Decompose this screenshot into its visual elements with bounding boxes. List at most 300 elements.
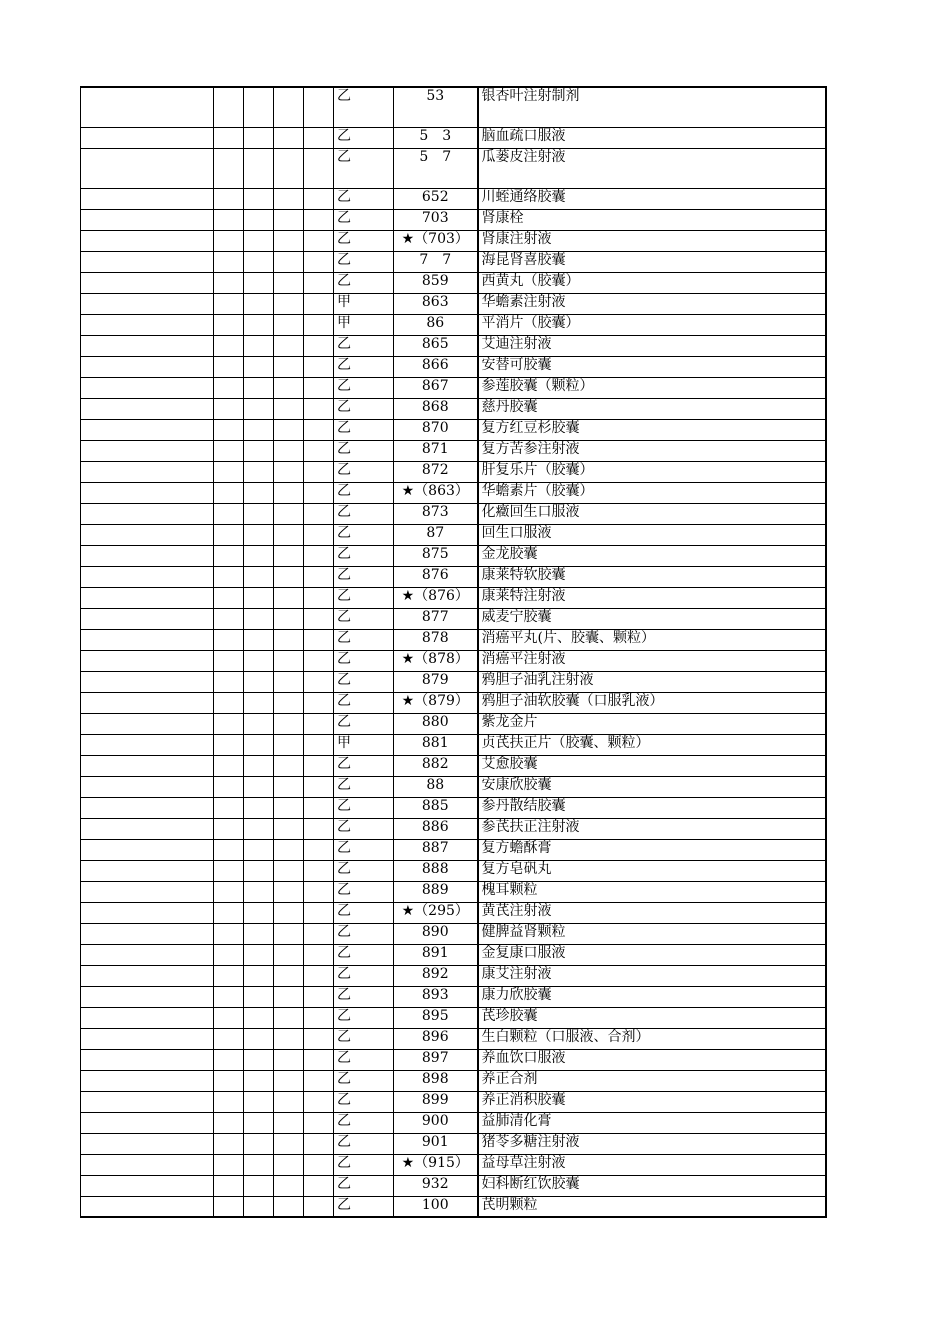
- code-cell: 889: [394, 881, 478, 902]
- code-cell: 863: [394, 293, 478, 314]
- table-row: [81, 776, 826, 797]
- table-row: [81, 1070, 826, 1091]
- blank-cell: [274, 881, 304, 902]
- code-cell: 885: [394, 797, 478, 818]
- name-cell: 肾康注射液: [478, 230, 826, 251]
- name-cell: 复方苦参注射液: [478, 440, 826, 461]
- blank-cell: [81, 965, 214, 986]
- blank-cell: [81, 188, 214, 209]
- blank-cell: [214, 419, 244, 440]
- blank-cell: [214, 566, 244, 587]
- blank-cell: [81, 440, 214, 461]
- grade-cell: 乙: [334, 671, 394, 692]
- blank-cell: [274, 419, 304, 440]
- blank-cell: [244, 566, 274, 587]
- blank-cell: [274, 1007, 304, 1028]
- blank-cell: [81, 1091, 214, 1112]
- blank-cell: [81, 1133, 214, 1154]
- table-row: [81, 650, 826, 671]
- blank-cell: [81, 608, 214, 629]
- blank-cell: [244, 797, 274, 818]
- blank-cell: [244, 1196, 274, 1217]
- code-cell: 901: [394, 1133, 478, 1154]
- blank-cell: [304, 188, 334, 209]
- grade-cell: 乙: [334, 148, 394, 188]
- blank-cell: [304, 776, 334, 797]
- blank-cell: [304, 1049, 334, 1070]
- blank-cell: [244, 503, 274, 524]
- blank-cell: [274, 671, 304, 692]
- blank-cell: [214, 755, 244, 776]
- code-cell: 87: [394, 524, 478, 545]
- blank-cell: [304, 965, 334, 986]
- name-cell: 瓜蒌皮注射液: [478, 148, 826, 188]
- blank-cell: [244, 1091, 274, 1112]
- name-cell: 康艾注射液: [478, 965, 826, 986]
- blank-cell: [304, 377, 334, 398]
- blank-cell: [81, 335, 214, 356]
- table-row: [81, 87, 826, 127]
- grade-cell: 乙: [334, 1154, 394, 1175]
- blank-cell: [304, 1112, 334, 1133]
- blank-cell: [304, 839, 334, 860]
- blank-cell: [214, 734, 244, 755]
- code-cell: ★（863）: [394, 482, 478, 503]
- blank-cell: [244, 860, 274, 881]
- blank-cell: [244, 272, 274, 293]
- blank-cell: [304, 1133, 334, 1154]
- blank-cell: [244, 944, 274, 965]
- blank-cell: [214, 1070, 244, 1091]
- blank-cell: [274, 839, 304, 860]
- blank-cell: [214, 860, 244, 881]
- blank-cell: [304, 272, 334, 293]
- table-row: [81, 293, 826, 314]
- blank-cell: [81, 1175, 214, 1196]
- blank-cell: [304, 419, 334, 440]
- grade-cell: 乙: [334, 608, 394, 629]
- table-row: [81, 755, 826, 776]
- blank-cell: [274, 902, 304, 923]
- blank-cell: [274, 1175, 304, 1196]
- table-row: [81, 335, 826, 356]
- blank-cell: [274, 587, 304, 608]
- blank-cell: [81, 587, 214, 608]
- table-row: [81, 965, 826, 986]
- name-cell: 参莲胶囊（颗粒）: [478, 377, 826, 398]
- blank-cell: [274, 293, 304, 314]
- blank-cell: [274, 127, 304, 148]
- blank-cell: [244, 1049, 274, 1070]
- blank-cell: [244, 839, 274, 860]
- blank-cell: [81, 944, 214, 965]
- blank-cell: [304, 755, 334, 776]
- name-cell: 西黄丸（胶囊）: [478, 272, 826, 293]
- table-row: [81, 629, 826, 650]
- blank-cell: [304, 482, 334, 503]
- blank-cell: [274, 1028, 304, 1049]
- blank-cell: [304, 797, 334, 818]
- blank-cell: [214, 251, 244, 272]
- grade-cell: 乙: [334, 839, 394, 860]
- table-row: [81, 1175, 826, 1196]
- blank-cell: [304, 629, 334, 650]
- grade-cell: 乙: [334, 1070, 394, 1091]
- table-row: [81, 1049, 826, 1070]
- blank-cell: [304, 734, 334, 755]
- blank-cell: [274, 1112, 304, 1133]
- blank-cell: [274, 776, 304, 797]
- blank-cell: [214, 1133, 244, 1154]
- blank-cell: [214, 524, 244, 545]
- blank-cell: [274, 692, 304, 713]
- blank-cell: [214, 209, 244, 230]
- blank-cell: [304, 923, 334, 944]
- blank-cell: [81, 671, 214, 692]
- blank-cell: [214, 127, 244, 148]
- blank-cell: [244, 398, 274, 419]
- blank-cell: [304, 335, 334, 356]
- blank-cell: [304, 1154, 334, 1175]
- blank-cell: [274, 461, 304, 482]
- blank-cell: [274, 440, 304, 461]
- grade-cell: 乙: [334, 1091, 394, 1112]
- blank-cell: [81, 356, 214, 377]
- grade-cell: 乙: [334, 923, 394, 944]
- grade-cell: 乙: [334, 902, 394, 923]
- blank-cell: [304, 1175, 334, 1196]
- code-cell: 879: [394, 671, 478, 692]
- blank-cell: [304, 902, 334, 923]
- table-row: [81, 671, 826, 692]
- blank-cell: [81, 524, 214, 545]
- name-cell: 益母草注射液: [478, 1154, 826, 1175]
- code-cell: 5 3: [394, 127, 478, 148]
- code-cell: 873: [394, 503, 478, 524]
- grade-cell: 甲: [334, 314, 394, 335]
- blank-cell: [81, 398, 214, 419]
- blank-cell: [274, 629, 304, 650]
- code-cell: 895: [394, 1007, 478, 1028]
- blank-cell: [274, 1133, 304, 1154]
- blank-cell: [214, 650, 244, 671]
- blank-cell: [304, 818, 334, 839]
- blank-cell: [81, 87, 214, 127]
- table-row: [81, 524, 826, 545]
- blank-cell: [304, 1091, 334, 1112]
- name-cell: 安替可胶囊: [478, 356, 826, 377]
- grade-cell: 乙: [334, 965, 394, 986]
- code-cell: 888: [394, 860, 478, 881]
- code-cell: 868: [394, 398, 478, 419]
- blank-cell: [81, 734, 214, 755]
- table-row: [81, 1007, 826, 1028]
- table-row: [81, 923, 826, 944]
- blank-cell: [304, 1028, 334, 1049]
- blank-cell: [274, 1196, 304, 1217]
- blank-cell: [81, 461, 214, 482]
- blank-cell: [81, 839, 214, 860]
- name-cell: 妇科断红饮胶囊: [478, 1175, 826, 1196]
- code-cell: 86: [394, 314, 478, 335]
- name-cell: 华蟾素片（胶囊）: [478, 482, 826, 503]
- code-cell: 875: [394, 545, 478, 566]
- blank-cell: [304, 1007, 334, 1028]
- blank-cell: [81, 818, 214, 839]
- blank-cell: [214, 1196, 244, 1217]
- blank-cell: [81, 776, 214, 797]
- grade-cell: 乙: [334, 87, 394, 127]
- code-cell: 896: [394, 1028, 478, 1049]
- blank-cell: [214, 440, 244, 461]
- blank-cell: [304, 713, 334, 734]
- blank-cell: [304, 148, 334, 188]
- grade-cell: 乙: [334, 860, 394, 881]
- grade-cell: 乙: [334, 251, 394, 272]
- blank-cell: [304, 503, 334, 524]
- blank-cell: [244, 755, 274, 776]
- blank-cell: [214, 545, 244, 566]
- code-cell: 932: [394, 1175, 478, 1196]
- blank-cell: [81, 923, 214, 944]
- blank-cell: [214, 230, 244, 251]
- name-cell: 槐耳颗粒: [478, 881, 826, 902]
- blank-cell: [81, 314, 214, 335]
- blank-cell: [274, 377, 304, 398]
- blank-cell: [244, 587, 274, 608]
- blank-cell: [214, 629, 244, 650]
- code-cell: 876: [394, 566, 478, 587]
- blank-cell: [274, 860, 304, 881]
- blank-cell: [214, 335, 244, 356]
- grade-cell: 乙: [334, 230, 394, 251]
- blank-cell: [214, 87, 244, 127]
- code-cell: 892: [394, 965, 478, 986]
- blank-cell: [81, 251, 214, 272]
- code-cell: 703: [394, 209, 478, 230]
- table-row: [81, 209, 826, 230]
- blank-cell: [244, 734, 274, 755]
- blank-cell: [274, 818, 304, 839]
- blank-cell: [274, 734, 304, 755]
- grade-cell: 乙: [334, 503, 394, 524]
- code-cell: ★（876）: [394, 587, 478, 608]
- code-cell: 891: [394, 944, 478, 965]
- blank-cell: [304, 860, 334, 881]
- grade-cell: 乙: [334, 1196, 394, 1217]
- code-cell: 898: [394, 1070, 478, 1091]
- drug-list-table: [80, 86, 827, 1218]
- table-row: [81, 272, 826, 293]
- blank-cell: [214, 314, 244, 335]
- blank-cell: [81, 692, 214, 713]
- code-cell: 53: [394, 87, 478, 127]
- table-row: [81, 692, 826, 713]
- name-cell: 平消片（胶囊）: [478, 314, 826, 335]
- blank-cell: [304, 293, 334, 314]
- blank-cell: [274, 1154, 304, 1175]
- blank-cell: [81, 1028, 214, 1049]
- blank-cell: [274, 356, 304, 377]
- code-cell: 859: [394, 272, 478, 293]
- name-cell: 回生口服液: [478, 524, 826, 545]
- blank-cell: [304, 127, 334, 148]
- grade-cell: 乙: [334, 881, 394, 902]
- blank-cell: [274, 209, 304, 230]
- blank-cell: [244, 818, 274, 839]
- blank-cell: [214, 839, 244, 860]
- blank-cell: [214, 188, 244, 209]
- code-cell: 865: [394, 335, 478, 356]
- table-row: [81, 188, 826, 209]
- name-cell: 康莱特注射液: [478, 587, 826, 608]
- blank-cell: [244, 419, 274, 440]
- code-cell: 867: [394, 377, 478, 398]
- code-cell: 877: [394, 608, 478, 629]
- blank-cell: [214, 1007, 244, 1028]
- name-cell: 艾愈胶囊: [478, 755, 826, 776]
- blank-cell: [244, 377, 274, 398]
- table-row: [81, 482, 826, 503]
- table-body: [81, 87, 826, 1217]
- blank-cell: [274, 503, 304, 524]
- blank-cell: [274, 608, 304, 629]
- blank-cell: [214, 1049, 244, 1070]
- grade-cell: 乙: [334, 713, 394, 734]
- blank-cell: [304, 608, 334, 629]
- name-cell: 鸦胆子油软胶囊（口服乳液）: [478, 692, 826, 713]
- blank-cell: [244, 524, 274, 545]
- code-cell: 899: [394, 1091, 478, 1112]
- code-cell: 882: [394, 755, 478, 776]
- name-cell: 肝复乐片（胶囊）: [478, 461, 826, 482]
- blank-cell: [244, 1175, 274, 1196]
- blank-cell: [214, 965, 244, 986]
- blank-cell: [304, 881, 334, 902]
- blank-cell: [81, 272, 214, 293]
- blank-cell: [214, 461, 244, 482]
- blank-cell: [244, 881, 274, 902]
- grade-cell: 乙: [334, 209, 394, 230]
- blank-cell: [274, 188, 304, 209]
- blank-cell: [81, 902, 214, 923]
- name-cell: 养正消积胶囊: [478, 1091, 826, 1112]
- name-cell: 贞芪扶正片（胶囊、颗粒）: [478, 734, 826, 755]
- blank-cell: [214, 293, 244, 314]
- table-row: [81, 944, 826, 965]
- code-cell: 872: [394, 461, 478, 482]
- grade-cell: 乙: [334, 1007, 394, 1028]
- code-cell: 900: [394, 1112, 478, 1133]
- grade-cell: 乙: [334, 482, 394, 503]
- name-cell: 芪明颗粒: [478, 1196, 826, 1217]
- name-cell: 消癌平注射液: [478, 650, 826, 671]
- grade-cell: 乙: [334, 1112, 394, 1133]
- blank-cell: [244, 1133, 274, 1154]
- name-cell: 华蟾素注射液: [478, 293, 826, 314]
- grade-cell: 甲: [334, 734, 394, 755]
- blank-cell: [214, 398, 244, 419]
- blank-cell: [214, 482, 244, 503]
- name-cell: 芪珍胶囊: [478, 1007, 826, 1028]
- blank-cell: [274, 797, 304, 818]
- blank-cell: [274, 1091, 304, 1112]
- grade-cell: 乙: [334, 127, 394, 148]
- blank-cell: [81, 1049, 214, 1070]
- code-cell: 5 7: [394, 148, 478, 188]
- table-row: [81, 1133, 826, 1154]
- table-row: [81, 356, 826, 377]
- blank-cell: [214, 377, 244, 398]
- blank-cell: [214, 818, 244, 839]
- grade-cell: 乙: [334, 440, 394, 461]
- name-cell: 生白颗粒（口服液、合剂）: [478, 1028, 826, 1049]
- table-row: [81, 461, 826, 482]
- name-cell: 银杏叶注射制剂: [478, 87, 826, 127]
- grade-cell: 乙: [334, 524, 394, 545]
- name-cell: 金龙胶囊: [478, 545, 826, 566]
- blank-cell: [81, 419, 214, 440]
- table-row: [81, 860, 826, 881]
- blank-cell: [214, 1154, 244, 1175]
- blank-cell: [81, 127, 214, 148]
- blank-cell: [81, 293, 214, 314]
- grade-cell: 乙: [334, 629, 394, 650]
- code-cell: 897: [394, 1049, 478, 1070]
- blank-cell: [274, 923, 304, 944]
- grade-cell: 乙: [334, 818, 394, 839]
- blank-cell: [81, 986, 214, 1007]
- blank-cell: [81, 209, 214, 230]
- blank-cell: [274, 230, 304, 251]
- grade-cell: 乙: [334, 797, 394, 818]
- table-row: [81, 127, 826, 148]
- blank-cell: [81, 629, 214, 650]
- blank-cell: [244, 671, 274, 692]
- blank-cell: [244, 87, 274, 127]
- blank-cell: [244, 230, 274, 251]
- table-row: [81, 440, 826, 461]
- blank-cell: [244, 1070, 274, 1091]
- blank-cell: [214, 1028, 244, 1049]
- blank-cell: [244, 692, 274, 713]
- code-cell: ★（295）: [394, 902, 478, 923]
- name-cell: 益肺清化膏: [478, 1112, 826, 1133]
- grade-cell: 乙: [334, 1049, 394, 1070]
- blank-cell: [81, 650, 214, 671]
- blank-cell: [304, 209, 334, 230]
- blank-cell: [304, 461, 334, 482]
- blank-cell: [304, 944, 334, 965]
- grade-cell: 乙: [334, 776, 394, 797]
- name-cell: 健脾益肾颗粒: [478, 923, 826, 944]
- table-row: [81, 419, 826, 440]
- grade-cell: 乙: [334, 755, 394, 776]
- blank-cell: [304, 356, 334, 377]
- blank-cell: [304, 986, 334, 1007]
- blank-cell: [81, 566, 214, 587]
- code-cell: ★（879）: [394, 692, 478, 713]
- table-row: [81, 566, 826, 587]
- name-cell: 鸦胆子油乳注射液: [478, 671, 826, 692]
- table-row: [81, 587, 826, 608]
- blank-cell: [274, 986, 304, 1007]
- code-cell: 100: [394, 1196, 478, 1217]
- code-cell: 886: [394, 818, 478, 839]
- blank-cell: [214, 902, 244, 923]
- table-row: [81, 839, 826, 860]
- code-cell: 880: [394, 713, 478, 734]
